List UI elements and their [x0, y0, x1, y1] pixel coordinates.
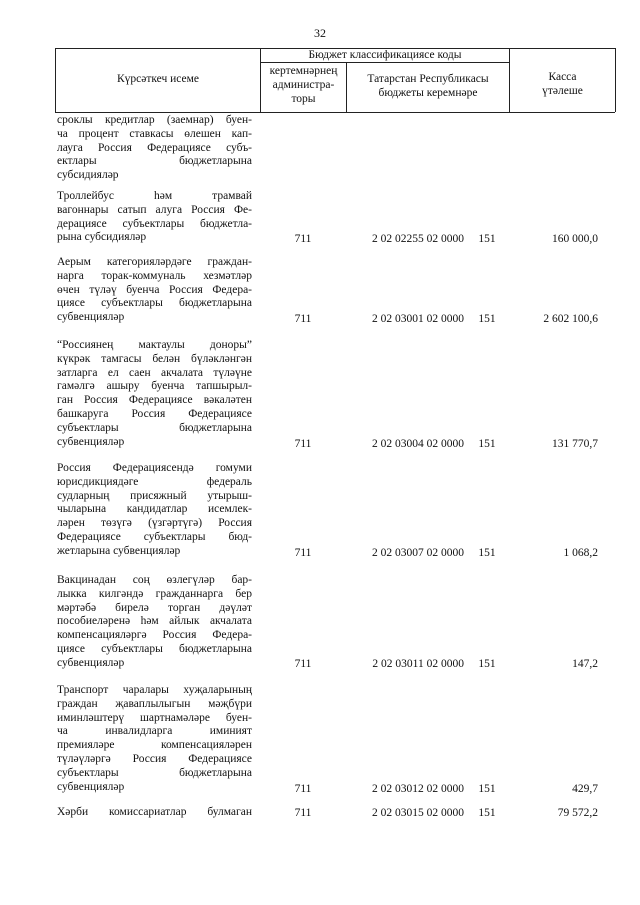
row-indicator: Россия Федерациясендә гомуми юрисдикциядәге федераль судларның присяжный утырыш- чыларына кандидатлар исемлек- ләрен төзүгә (үзгәртүгә) Россия Федерациясе субъектлары бюд- жетларына субвенцияләр	[57, 462, 252, 557]
table-row	[0, 190, 640, 246]
row-subcode: 151	[478, 547, 496, 559]
row-indicator: сроклы кредитлар (заемнар) буен- ча процент ставкасы өлешен кап- лауга Россия Федерациясе субъ- ектлары бюджетларына субсидияләр	[57, 114, 252, 182]
row-budget-code: 2 02 03007 02 0000	[372, 547, 464, 559]
row-admin-code: 711	[294, 313, 312, 325]
row-amount: 147,2	[572, 658, 598, 670]
row-indicator: Хәрби комиссариатлар булмаган	[57, 806, 252, 818]
header-bottom-border	[55, 112, 615, 113]
table-row	[0, 806, 640, 820]
header-tatarstan-budget: Татарстан Республикасы бюджеты керемнәре	[367, 73, 489, 99]
row-amount: 160 000,0	[552, 233, 598, 245]
row-admin-code: 711	[294, 658, 312, 670]
table-row	[0, 339, 640, 451]
row-budget-code: 2 02 02255 02 0000	[372, 233, 464, 245]
row-subcode: 151	[478, 313, 496, 325]
row-amount: 79 572,2	[557, 807, 598, 819]
row-budget-code: 2 02 03004 02 0000	[372, 438, 464, 450]
row-indicator: Транспорт чаралары хуҗаларының граждан җаваплылыгын мәҗбүри иминләштерү шартнамәләре буен- ча инвалидларга иминият премияләре компенсацияләрен түләүләргә Россия Федерациясе субъектлары бюджетларына субвенцияләр	[57, 684, 252, 793]
row-amount: 429,7	[572, 783, 598, 795]
row-subcode: 151	[478, 783, 496, 795]
header-codes-divider	[260, 62, 509, 63]
row-amount: 131 770,7	[552, 438, 598, 450]
row-budget-code: 2 02 03015 02 0000	[372, 807, 464, 819]
row-amount: 1 068,2	[563, 547, 598, 559]
header-indicator-name: Күрсәткеч исеме	[116, 73, 200, 85]
row-admin-code: 711	[294, 233, 312, 245]
table-row	[0, 256, 640, 326]
row-subcode: 151	[478, 658, 496, 670]
row-admin-code: 711	[294, 547, 312, 559]
row-indicator: Троллейбус һәм трамвай вагоннары сатып алуга Россия Фе- дерациясе субъектлары бюджетла- рына субсидияләр	[57, 190, 252, 244]
row-admin-code: 711	[294, 783, 312, 795]
row-admin-code: 711	[294, 438, 312, 450]
row-subcode: 151	[478, 438, 496, 450]
row-budget-code: 2 02 03011 02 0000	[372, 658, 464, 670]
row-admin-code: 711	[294, 807, 312, 819]
header-budget-codes: Бюджет классификациясе коды	[308, 49, 462, 61]
row-subcode: 151	[478, 807, 496, 819]
header-right-border	[615, 48, 616, 112]
row-subcode: 151	[478, 233, 496, 245]
header-administrators: кертемнәрнең администра- торы	[269, 65, 338, 105]
row-indicator: Вакцинадан соң өзлегүләр бар- лыкка килгәндә гражданнарга бер мәртәбә бирелә торган дәүләт пособиеләренә һәм айлык акчалата компенсацияләргә Россия Федера- циясе субъектлары бюджетларына субвенцияләр	[57, 574, 252, 669]
row-budget-code: 2 02 03001 02 0000	[372, 313, 464, 325]
row-amount: 2 602 100,6	[543, 313, 598, 325]
table-row	[0, 462, 640, 560]
row-indicator: Аерым категорияләрдәге граждан- нарга торак-коммуналь хезмәтләр өчен түләү буенча Россия Федера- циясе субъектлары бюджетларына субвенцияләр	[57, 256, 252, 324]
table-row	[0, 114, 640, 183]
table-row	[0, 684, 640, 796]
page-number: 32	[314, 26, 326, 40]
row-budget-code: 2 02 03012 02 0000	[372, 783, 464, 795]
table-row	[0, 574, 640, 671]
header-cash-execution: Касса үтәлеше	[542, 71, 583, 97]
row-indicator: “Россиянең мактаулы доноры” күкрәк тамгасы белән бүләкләнгән затларга ел саен акчалата түләүне гамәлгә ашыру буенча тапшырыл- ган Россия Федерациясе вәкаләтен башкаруга Россия Федерациясе субъектлары бюджетларына субвенцияләр	[57, 339, 252, 448]
